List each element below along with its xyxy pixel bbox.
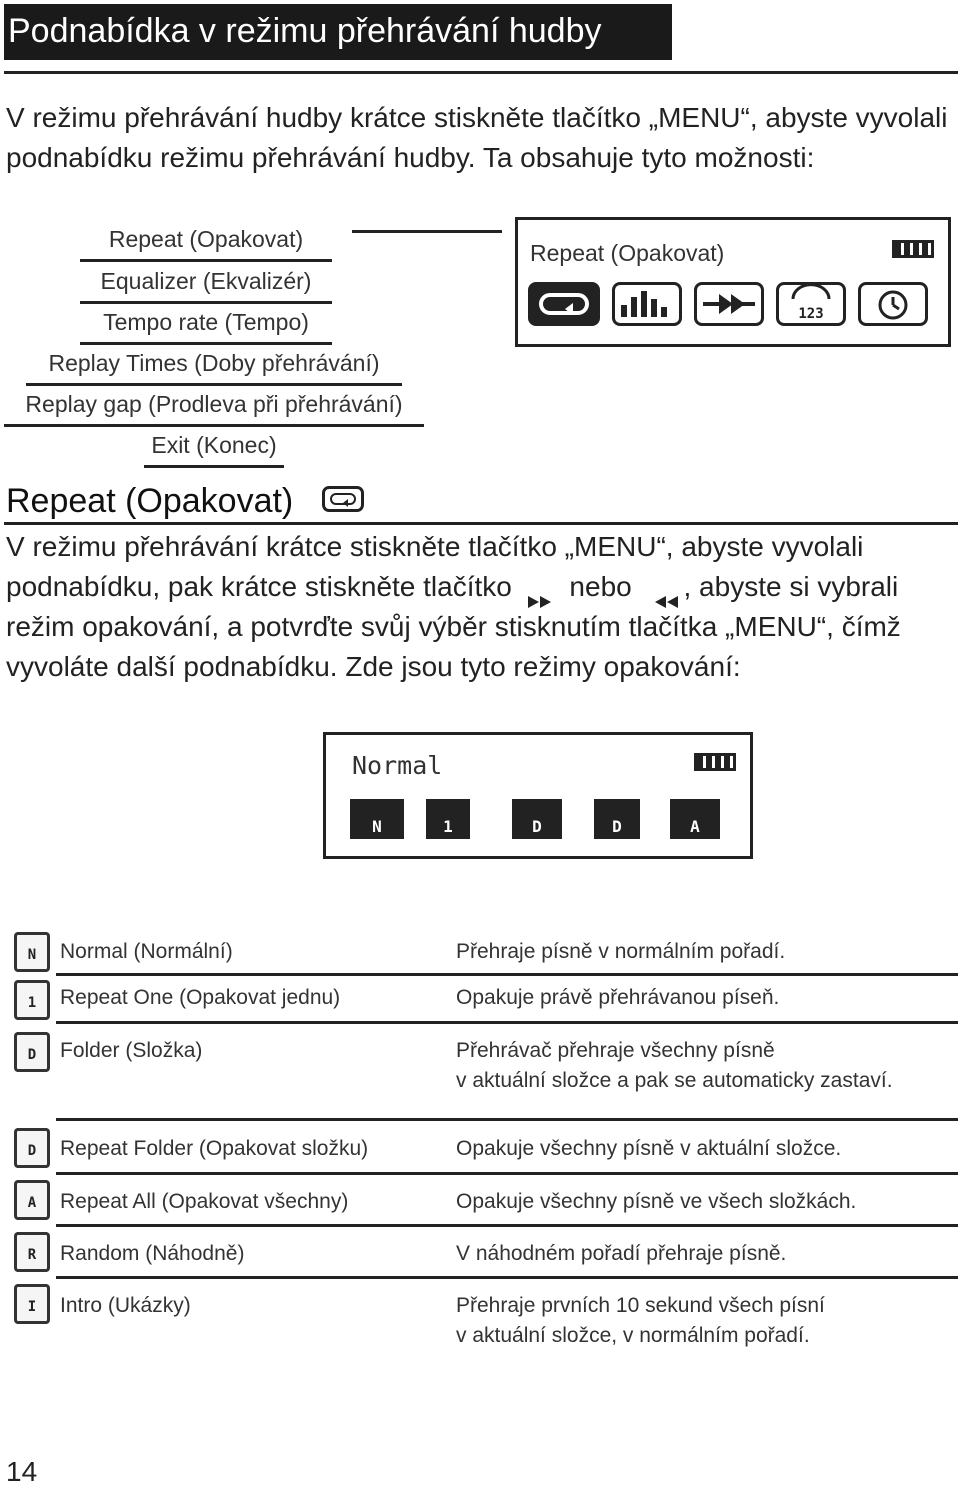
mode-description: Opakuje všechny písně v aktuální složce. [456, 1137, 842, 1160]
tempo-icon [694, 282, 764, 326]
repeat-one-icon: 1 [426, 799, 470, 839]
submenu-underline [80, 259, 332, 262]
mode-name: Intro (Ukázky) [60, 1294, 191, 1317]
section-divider [4, 522, 958, 525]
repeat-normal-icon: N [350, 799, 404, 839]
title-divider [4, 71, 958, 74]
repeat-all-icon: A [14, 1180, 50, 1220]
submenu-item-repeat: Repeat (Opakovat) [108, 226, 304, 252]
mode-description: Přehrávač přehraje všechny písně [456, 1039, 775, 1062]
battery-icon [892, 240, 934, 258]
row-divider [56, 1172, 958, 1175]
submenu-underline [144, 465, 284, 468]
mode-description: Přehraje prvních 10 sekund všech písní [456, 1294, 825, 1317]
page-title: Podnabídka v režimu přehrávání hudby [8, 12, 602, 50]
lcd-menu-label: Repeat (Opakovat) [530, 240, 725, 266]
rewind-icon [650, 581, 680, 597]
row-divider [56, 1224, 958, 1227]
repeat-icon [528, 282, 600, 326]
lcd-repeat-screen [323, 732, 753, 859]
replay-times-icon [776, 282, 846, 326]
lcd-repeat-label: Normal [352, 751, 443, 780]
repeat-section-heading: Repeat (Opakovat) [6, 482, 294, 520]
mode-name: Repeat All (Opakovat všechny) [60, 1190, 349, 1213]
repeat-folder-icon: D [594, 799, 640, 839]
mode-description: Opakuje všechny písně ve všech složkách. [456, 1190, 857, 1213]
submenu-item-equalizer: Equalizer (Ekvalizér) [100, 268, 312, 294]
mode-name: Folder (Složka) [60, 1039, 203, 1062]
intro-icon: I [14, 1284, 50, 1324]
mode-description: Přehraje písně v normálním pořadí. [456, 940, 786, 963]
folder-icon: D [14, 1032, 50, 1072]
leader-line [352, 230, 502, 233]
row-divider [56, 1276, 958, 1279]
submenu-item-tempo: Tempo rate (Tempo) [103, 309, 309, 335]
folder-icon: D [512, 799, 562, 839]
row-divider [56, 973, 958, 976]
repeat-normal-icon: N [14, 932, 50, 972]
lcd-menu-screen [515, 217, 951, 347]
mode-description: V náhodném pořadí přehraje písně. [456, 1242, 787, 1265]
mode-name: Random (Náhodně) [60, 1242, 245, 1265]
equalizer-icon [612, 282, 682, 326]
repeat-text-or: nebo [569, 571, 632, 602]
mode-description: Opakuje právě přehrávanou píseň. [456, 986, 780, 1009]
mode-description: v aktuální složce a pak se automaticky zastaví. [456, 1069, 893, 1092]
submenu-underline [80, 301, 332, 304]
fast-forward-icon [526, 581, 556, 597]
row-divider [56, 1021, 958, 1024]
intro-paragraph: V režimu přehrávání hudby krátce stiskněte tlačítko „MENU“, abyste vyvolali podnabídku režimu přehrávání hudby. Ta obsahuje tyto možnosti: [6, 102, 948, 173]
row-divider [56, 1118, 958, 1121]
battery-icon [694, 753, 736, 771]
repeat-folder-icon: D [14, 1128, 50, 1168]
mode-name: Normal (Normální) [60, 940, 233, 963]
repeat-icon [322, 486, 364, 512]
mode-name: Repeat One (Opakovat jednu) [60, 986, 341, 1009]
repeat-one-icon: 1 [14, 980, 50, 1020]
replay-gap-icon [858, 282, 928, 326]
mode-description: v aktuální složce, v normálním pořadí. [456, 1324, 810, 1347]
repeat-section-paragraph [6, 527, 956, 687]
svg-text:123: 123 [798, 306, 824, 322]
random-icon: R [14, 1232, 50, 1272]
repeat-text-part1: V režimu přehrávání krátce stiskněte tlačítko „MENU“, abyste vyvolali podnabídku, pak krátce stiskněte tlačítko [6, 531, 864, 602]
submenu-item-replay-times: Replay Times (Doby přehrávání) [48, 350, 380, 376]
submenu-underline [80, 342, 332, 345]
submenu-item-exit: Exit (Konec) [151, 432, 277, 458]
submenu-underline [4, 424, 424, 427]
submenu-underline [26, 383, 402, 386]
page-number: 14 [6, 1456, 38, 1487]
repeat-text-part2: , abyste si vybrali režim opakování, a potvrďte svůj výběr stisknutím tlačítka „MENU“, čímž vyvoláte další podnabídku. Zde jsou tyto režimy opakování: [6, 571, 901, 682]
submenu-item-replay-gap: Replay gap (Prodleva při přehrávání) [25, 391, 403, 417]
mode-name: Repeat Folder (Opakovat složku) [60, 1137, 369, 1160]
repeat-all-icon: A [670, 799, 720, 839]
